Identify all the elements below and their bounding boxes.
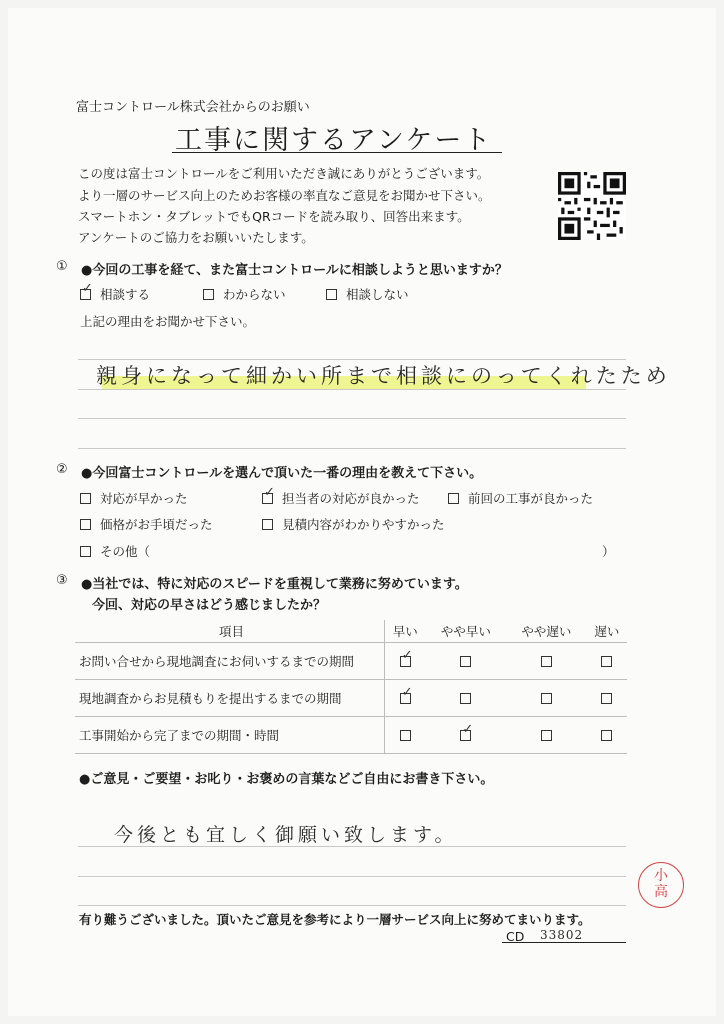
q2-option-staff[interactable] xyxy=(262,489,420,507)
checkbox-icon[interactable] xyxy=(400,730,411,741)
q2-option-label: その他（ xyxy=(100,544,151,559)
checkbox-icon[interactable] xyxy=(80,546,91,557)
row-label: お問い合せから現地調査にお伺いするまでの期間 xyxy=(75,643,385,680)
title-underline xyxy=(172,152,502,153)
checkbox-icon[interactable] xyxy=(80,519,91,530)
q1-option-label: わからない xyxy=(223,287,286,302)
q3-question-line2: 今回、対応の早さはどう感じましたか？ xyxy=(92,598,327,613)
row-label: 工事開始から完了までの期間・時間 xyxy=(75,717,385,754)
q1-number: ① xyxy=(56,259,68,274)
checkbox-icon[interactable] xyxy=(326,289,337,300)
rating-cell[interactable] xyxy=(506,717,587,754)
rating-cell[interactable] xyxy=(506,643,587,680)
survey-sheet xyxy=(8,8,716,1016)
q2-option-estimate[interactable] xyxy=(262,515,445,533)
q2-option-label: 担当者の対応が良かった xyxy=(282,491,420,506)
checkbox-icon[interactable] xyxy=(541,730,552,741)
q1-option-consult[interactable] xyxy=(80,285,150,303)
q1-option-label: 相談する xyxy=(100,287,151,302)
table-row xyxy=(75,680,627,717)
q3-number: ③ xyxy=(56,573,68,588)
q2-question: ●今回富士コントロールを選んで頂いた一番の理由を教えて下さい。 xyxy=(81,466,483,481)
checkbox-icon[interactable] xyxy=(601,656,612,667)
answer-line xyxy=(78,448,626,449)
code-underline xyxy=(502,942,626,943)
checkbox-icon[interactable] xyxy=(541,656,552,667)
rating-cell[interactable] xyxy=(385,643,426,680)
comments-handwritten-answer: 今後とも宜しく御願い致します。 xyxy=(114,824,458,846)
column-header: やや早い xyxy=(426,620,507,643)
intro-line-2: より一層のサービス向上のためお客様の率直なご意見をお聞かせ下さい。 xyxy=(78,188,491,203)
personal-seal-stamp xyxy=(638,862,684,908)
code-value: 33802 xyxy=(540,928,584,942)
company-request: 富士コントロール株式会社からのお願い xyxy=(76,100,310,115)
comments-prompt: ●ご意見・ご要望・お叱り・お褒めの言葉などご自由にお書き下さい。 xyxy=(79,772,494,787)
checkbox-icon[interactable] xyxy=(448,493,459,504)
q2-number: ② xyxy=(56,462,68,477)
q2-option-other[interactable] xyxy=(80,542,150,560)
qr-code-icon xyxy=(558,172,626,240)
q2-option-label: 価格がお手頃だった xyxy=(100,517,213,532)
rating-cell[interactable] xyxy=(587,680,627,717)
rating-cell[interactable] xyxy=(587,643,627,680)
code-label: CD xyxy=(506,929,525,944)
rating-cell[interactable] xyxy=(426,717,507,754)
checkbox-icon[interactable] xyxy=(203,289,214,300)
intro-line-4: アンケートのご協力をお願いいたします。 xyxy=(78,230,314,245)
survey-title: 工事に関するアンケート xyxy=(175,125,493,156)
checkbox-icon[interactable] xyxy=(460,693,471,704)
rating-cell[interactable] xyxy=(506,680,587,717)
q2-option-previous[interactable] xyxy=(448,489,593,507)
footer-thanks: 有り難うございました。頂いたご意見を参考により一層サービス向上に努めてまいります。 xyxy=(79,912,591,927)
checkbox-checked-icon[interactable] xyxy=(400,656,411,667)
stamp-char: 小 xyxy=(654,868,668,884)
q1-reason-prompt: 上記の理由をお聞かせ下さい。 xyxy=(80,314,256,329)
q1-handwritten-answer: 親身になって細かい所まで相談にのってくれたため xyxy=(96,364,671,388)
q2-option-label: 見積内容がわかりやすかった xyxy=(282,517,445,532)
rating-cell[interactable] xyxy=(426,680,507,717)
rating-cell[interactable] xyxy=(385,680,426,717)
stamp-char: 高 xyxy=(654,884,668,900)
q1-option-no-consult[interactable] xyxy=(326,285,409,303)
column-header-item: 項目 xyxy=(75,620,385,643)
checkbox-checked-icon[interactable] xyxy=(400,693,411,704)
checkbox-icon[interactable] xyxy=(601,693,612,704)
checkbox-icon[interactable] xyxy=(80,493,91,504)
q1-option-label: 相談しない xyxy=(346,287,409,302)
intro-line-3: スマートホン・タブレットでもQRコードを読み取り、回答出来ます。 xyxy=(78,209,470,224)
rating-cell[interactable] xyxy=(426,643,507,680)
answer-line xyxy=(78,905,626,906)
q2-option-label: 前回の工事が良かった xyxy=(468,491,594,506)
answer-line xyxy=(78,418,626,419)
row-label: 現地調査からお見積もりを提出するまでの期間 xyxy=(75,680,385,717)
column-header: 遅い xyxy=(587,620,627,643)
q3-question-line1: ●当社では、特に対応のスピードを重視して業務に努めています。 xyxy=(81,577,468,592)
checkbox-checked-icon[interactable] xyxy=(80,289,91,300)
q1-question: ●今回の工事を経て、また富士コントロールに相談しようと思いますか？ xyxy=(81,263,508,278)
checkbox-checked-icon[interactable] xyxy=(262,493,273,504)
checkbox-icon[interactable] xyxy=(460,656,471,667)
intro-line-1: この度は富士コントロールをご利用いただき誠にありがとうございます。 xyxy=(78,166,490,181)
q2-other-close-paren: ） xyxy=(602,544,615,559)
q2-option-fast[interactable] xyxy=(80,489,188,507)
table-row xyxy=(75,717,627,754)
checkbox-checked-icon[interactable] xyxy=(460,730,471,741)
q1-option-unsure[interactable] xyxy=(203,285,286,303)
q2-option-price[interactable] xyxy=(80,515,213,533)
checkbox-icon[interactable] xyxy=(262,519,273,530)
speed-evaluation-table xyxy=(75,620,627,754)
checkbox-icon[interactable] xyxy=(541,693,552,704)
column-header: 早い xyxy=(385,620,426,643)
table-header-row xyxy=(75,620,627,643)
q2-option-label: 対応が早かった xyxy=(100,491,188,506)
rating-cell[interactable] xyxy=(587,717,627,754)
checkbox-icon[interactable] xyxy=(601,730,612,741)
rating-cell[interactable] xyxy=(385,717,426,754)
column-header: やや遅い xyxy=(506,620,587,643)
table-row xyxy=(75,643,627,680)
answer-line xyxy=(78,876,626,877)
